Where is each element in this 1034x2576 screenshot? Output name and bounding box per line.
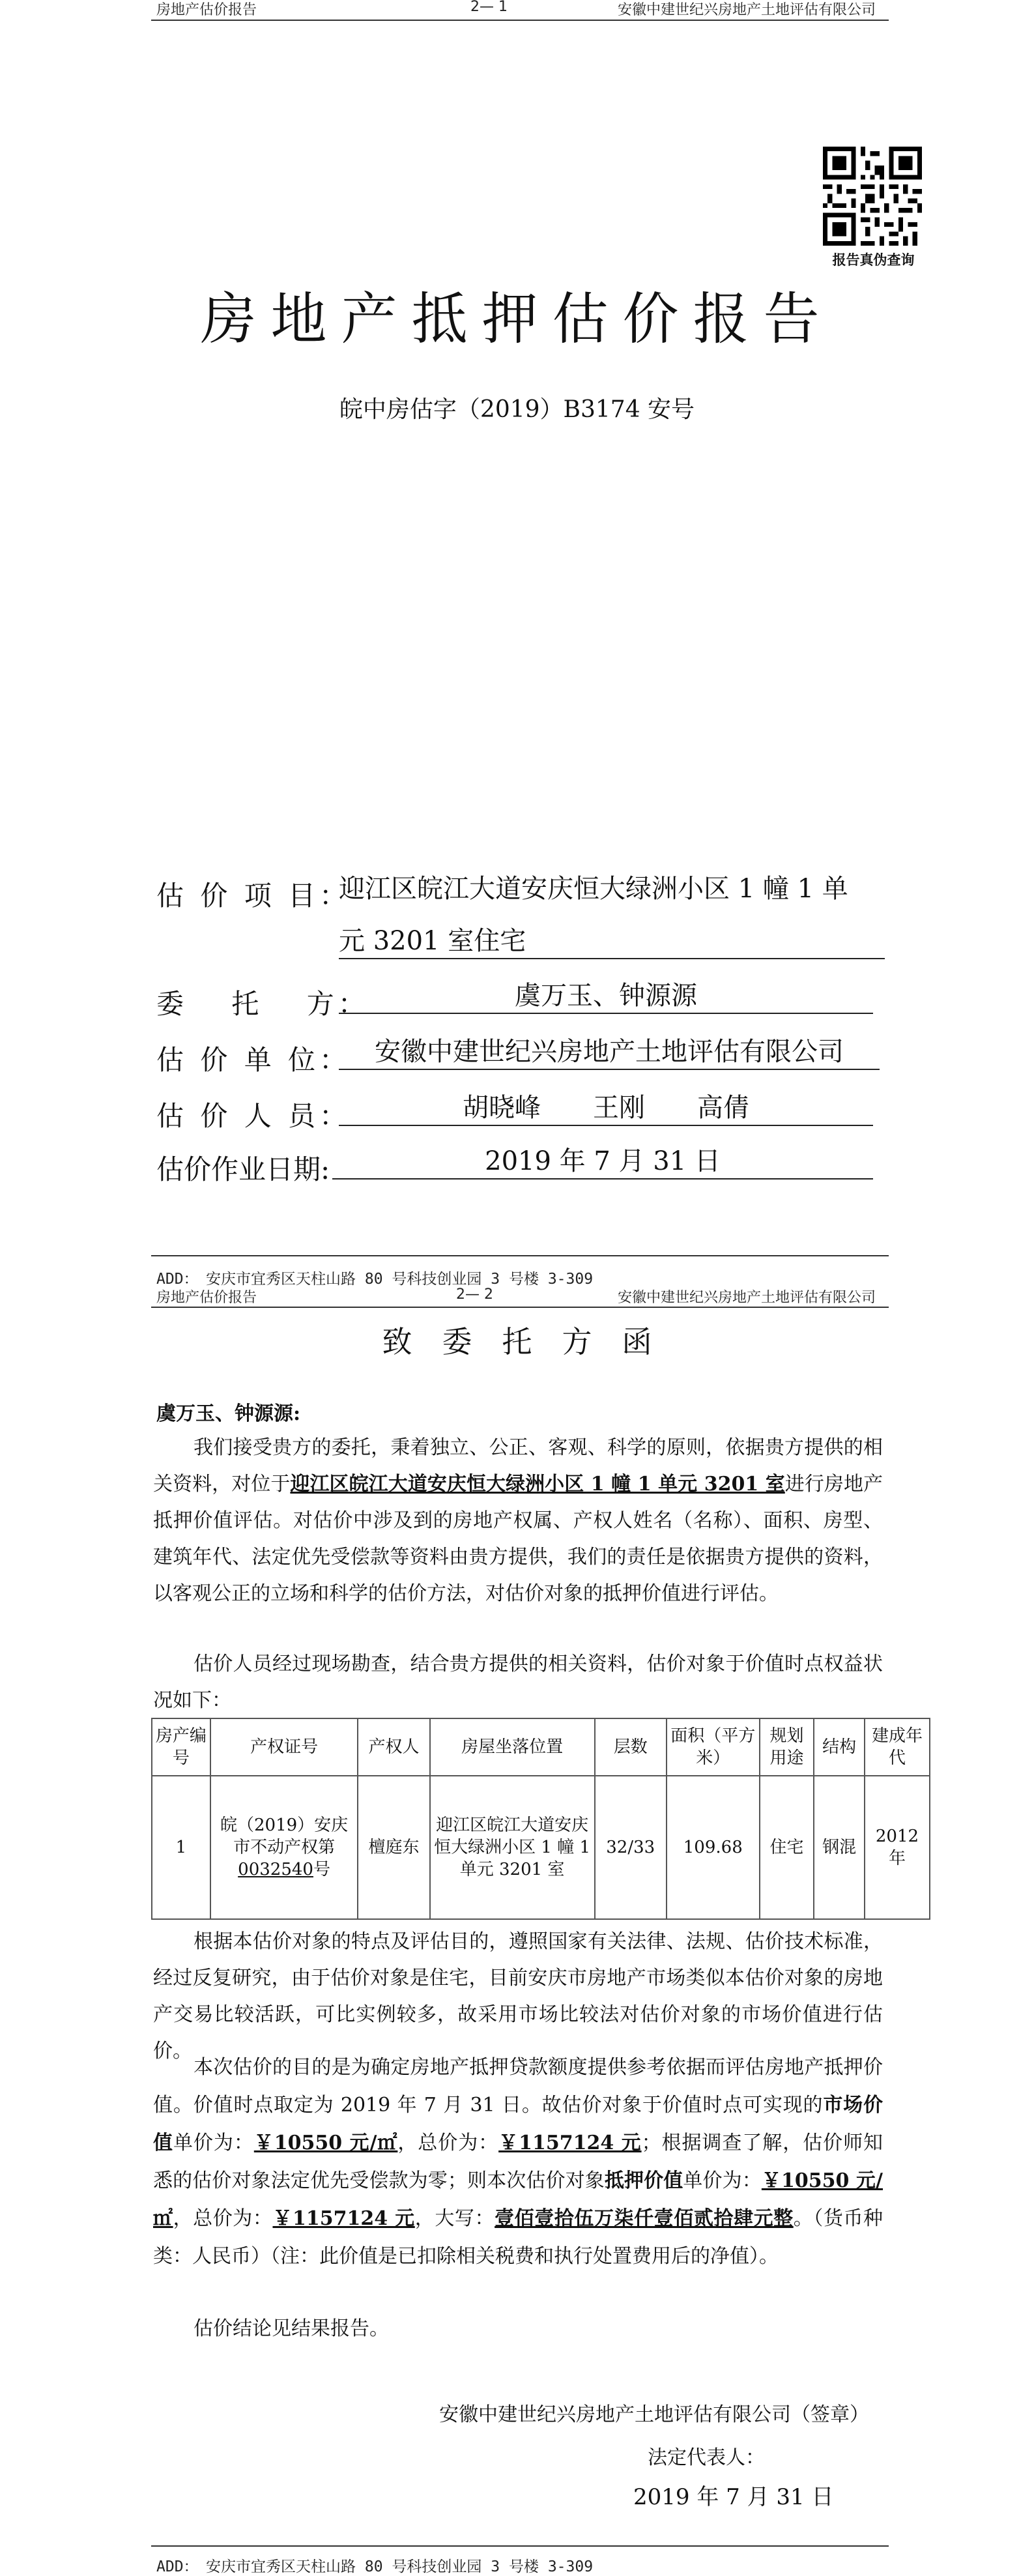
page2-footer-rule <box>151 2545 889 2547</box>
th-structure: 结构 <box>814 1718 865 1776</box>
table-header-row <box>152 1718 930 1776</box>
client-value: 虞万玉、钟源源 <box>339 979 873 1014</box>
property-table <box>151 1718 930 1920</box>
p4-total-price-2: ￥1157124 元 <box>272 2207 415 2230</box>
page1-footer-rule <box>151 1255 889 1256</box>
date-label: 估价作业日期: <box>156 1153 330 1185</box>
p4-text-2: 单价为： <box>173 2132 254 2154</box>
p4-market-value-label: 市场价值 <box>153 2094 883 2154</box>
project-value-line2: 元 3201 室住宅 <box>339 924 885 959</box>
project-value-line1: 迎江区皖江大道安庆恒大绿洲小区 1 幢 1 单 <box>339 874 848 904</box>
th-cert: 产权证号 <box>210 1718 358 1776</box>
appraiser-org-label: 估 价 单 位： <box>156 1044 351 1076</box>
signature-date: 2019 年 7 月 31 日 <box>633 2484 834 2510</box>
page1-header-rule <box>151 20 889 21</box>
paragraph-4 <box>153 2049 883 2276</box>
cell-structure: 钢混 <box>814 1776 865 1919</box>
p1-address: 迎江区皖江大道安庆恒大绿洲小区 1 幢 1 单元 3201 室 <box>290 1473 785 1496</box>
page2-header-center: 2— 2 <box>456 1286 493 1303</box>
letter-salutation: 虞万玉、钟源源: <box>156 1402 301 1425</box>
cell-cert <box>210 1776 358 1919</box>
table-row <box>152 1776 930 1919</box>
signature-company: 安徽中建世纪兴房地产土地评估有限公司（签章） <box>439 2403 869 2426</box>
p4-unit-price-2: ￥10550 元/㎡ <box>153 2169 883 2230</box>
qr-caption: 报告真伪查询 <box>832 252 915 268</box>
page2-header-left: 房地产估价报告 <box>156 1290 257 1306</box>
paragraph-3: 根据本估价对象的特点及评估目的，遵照国家有关法律、法规、估价技术标准，经过反复研究，由于估价对象是住宅，目前安庆市房地产市场类似本估价对象的房地产交易比较活跃，可比实例较多，故采用市场比较法对估价对象的市场价值进行估价。 <box>153 1930 883 2062</box>
page2-header-rule <box>151 1307 889 1308</box>
appraisers-value: 胡晓峰 王刚 高倩 <box>339 1091 873 1126</box>
p4-text-5: 单价为： <box>683 2169 762 2192</box>
paragraph-5: 估价结论见结果报告。 <box>194 2317 389 2340</box>
p4-text-4: ；根据调查了解，估价师知悉的估价对象法定优先受偿款为零；则本次估价对象 <box>153 2132 883 2192</box>
cell-year: 2012 年 <box>865 1776 930 1919</box>
th-use: 规划用途 <box>760 1718 814 1776</box>
report-title: 房地产抵押估价报告 <box>200 287 834 352</box>
p4-unit-price: ￥10550 元/㎡ <box>253 2132 398 2154</box>
qr-code-icon <box>823 147 922 246</box>
cell-area: 109.68 <box>667 1776 760 1919</box>
appraiser-org-value: 安徽中建世纪兴房地产土地评估有限公司 <box>339 1035 880 1070</box>
cell-owner: 檀庭东 <box>358 1776 429 1919</box>
p4-total-price: ￥1157124 元 <box>498 2132 642 2154</box>
p4-amount-in-words: 壹佰壹拾伍万柒仟壹佰贰拾肆元整 <box>495 2207 794 2230</box>
page1-header-right: 安徽中建世纪兴房地产土地评估有限公司 <box>618 2 876 18</box>
signature-legal-rep: 法定代表人： <box>648 2446 765 2469</box>
cell-floors: 32/33 <box>595 1776 667 1919</box>
page1-header-center: 2— 1 <box>470 0 508 15</box>
date-value: 2019 年 7 月 31 日 <box>332 1144 873 1179</box>
th-floors: 层数 <box>595 1718 667 1776</box>
cell-no: 1 <box>152 1776 210 1919</box>
p4-text-6: ，总价为： <box>173 2207 273 2230</box>
cell-cert-c: 号 <box>313 1860 330 1879</box>
project-label: 估 价 项 目： <box>156 880 351 912</box>
page2-header-right: 安徽中建世纪兴房地产土地评估有限公司 <box>618 1290 876 1306</box>
client-label: 委 托 方： <box>156 988 369 1020</box>
paragraph-1 <box>153 1430 883 1612</box>
p1-text-b: 进行房地产抵押价值评估。对估价中涉及到的房地产权属、产权人姓名（名称）、面积、房型、建筑年代、法定优先受偿款等资料由贵方提供，我们的责任是依据贵方提供的资料，以客观公正的立场和科学的估价方法，对估价对象的抵押价值进行评估。 <box>153 1473 883 1605</box>
page1-header-left: 房地产估价报告 <box>156 2 257 18</box>
th-no: 房产编号 <box>152 1718 210 1776</box>
p4-text-3: ，总价为： <box>397 2132 499 2154</box>
cell-cert-a: 皖（2019）安庆市不动产权第 <box>220 1816 349 1857</box>
p4-text-8: 。（货币种类：人民币）（注：此价值是已扣除相关税费和执行处置费用后的净值）。 <box>153 2207 883 2268</box>
paragraph-2: 估价人员经过现场勘查，结合贵方提供的相关资料，估价对象于价值时点权益状况如下： <box>153 1653 883 1712</box>
letter-title: 致 委 托 方 函 <box>382 1324 652 1359</box>
cell-use: 住宅 <box>760 1776 814 1919</box>
th-location: 房屋坐落位置 <box>430 1718 595 1776</box>
th-year: 建成年代 <box>865 1718 930 1776</box>
p1-text-a: 我们接受贵方的委托，秉着独立、公正、客观、科学的原则，依据贵方提供的相关资料，对位于 <box>153 1436 883 1496</box>
page2-footer: ADD： 安庆市宜秀区天柱山路 80 号科技创业园 3 号楼 3-309 <box>156 2558 594 2575</box>
th-owner: 产权人 <box>358 1718 429 1776</box>
cell-location: 迎江区皖江大道安庆恒大绿洲小区 1 幢 1 单元 3201 室 <box>430 1776 595 1919</box>
p4-text-7: ，大写： <box>414 2207 495 2230</box>
page1-footer: ADD： 安庆市宜秀区天柱山路 80 号科技创业园 3 号楼 3-309 <box>156 1271 594 1288</box>
cell-cert-b: 0032540 <box>238 1860 313 1879</box>
p4-text-1: 本次估价的目的是为确定房地产抵押贷款额度提供参考依据而评估房地产抵押价值。价值时点取定为 2019 年 7 月 31 日。故估价对象于价值时点可实现的 <box>153 2056 883 2117</box>
report-number: 皖中房估字（2019）B3174 安号 <box>339 396 695 423</box>
appraisers-label: 估 价 人 员： <box>156 1100 351 1132</box>
p4-mortgage-value-label: 抵押价值 <box>604 2169 683 2192</box>
th-area: 面积（平方米） <box>667 1718 760 1776</box>
